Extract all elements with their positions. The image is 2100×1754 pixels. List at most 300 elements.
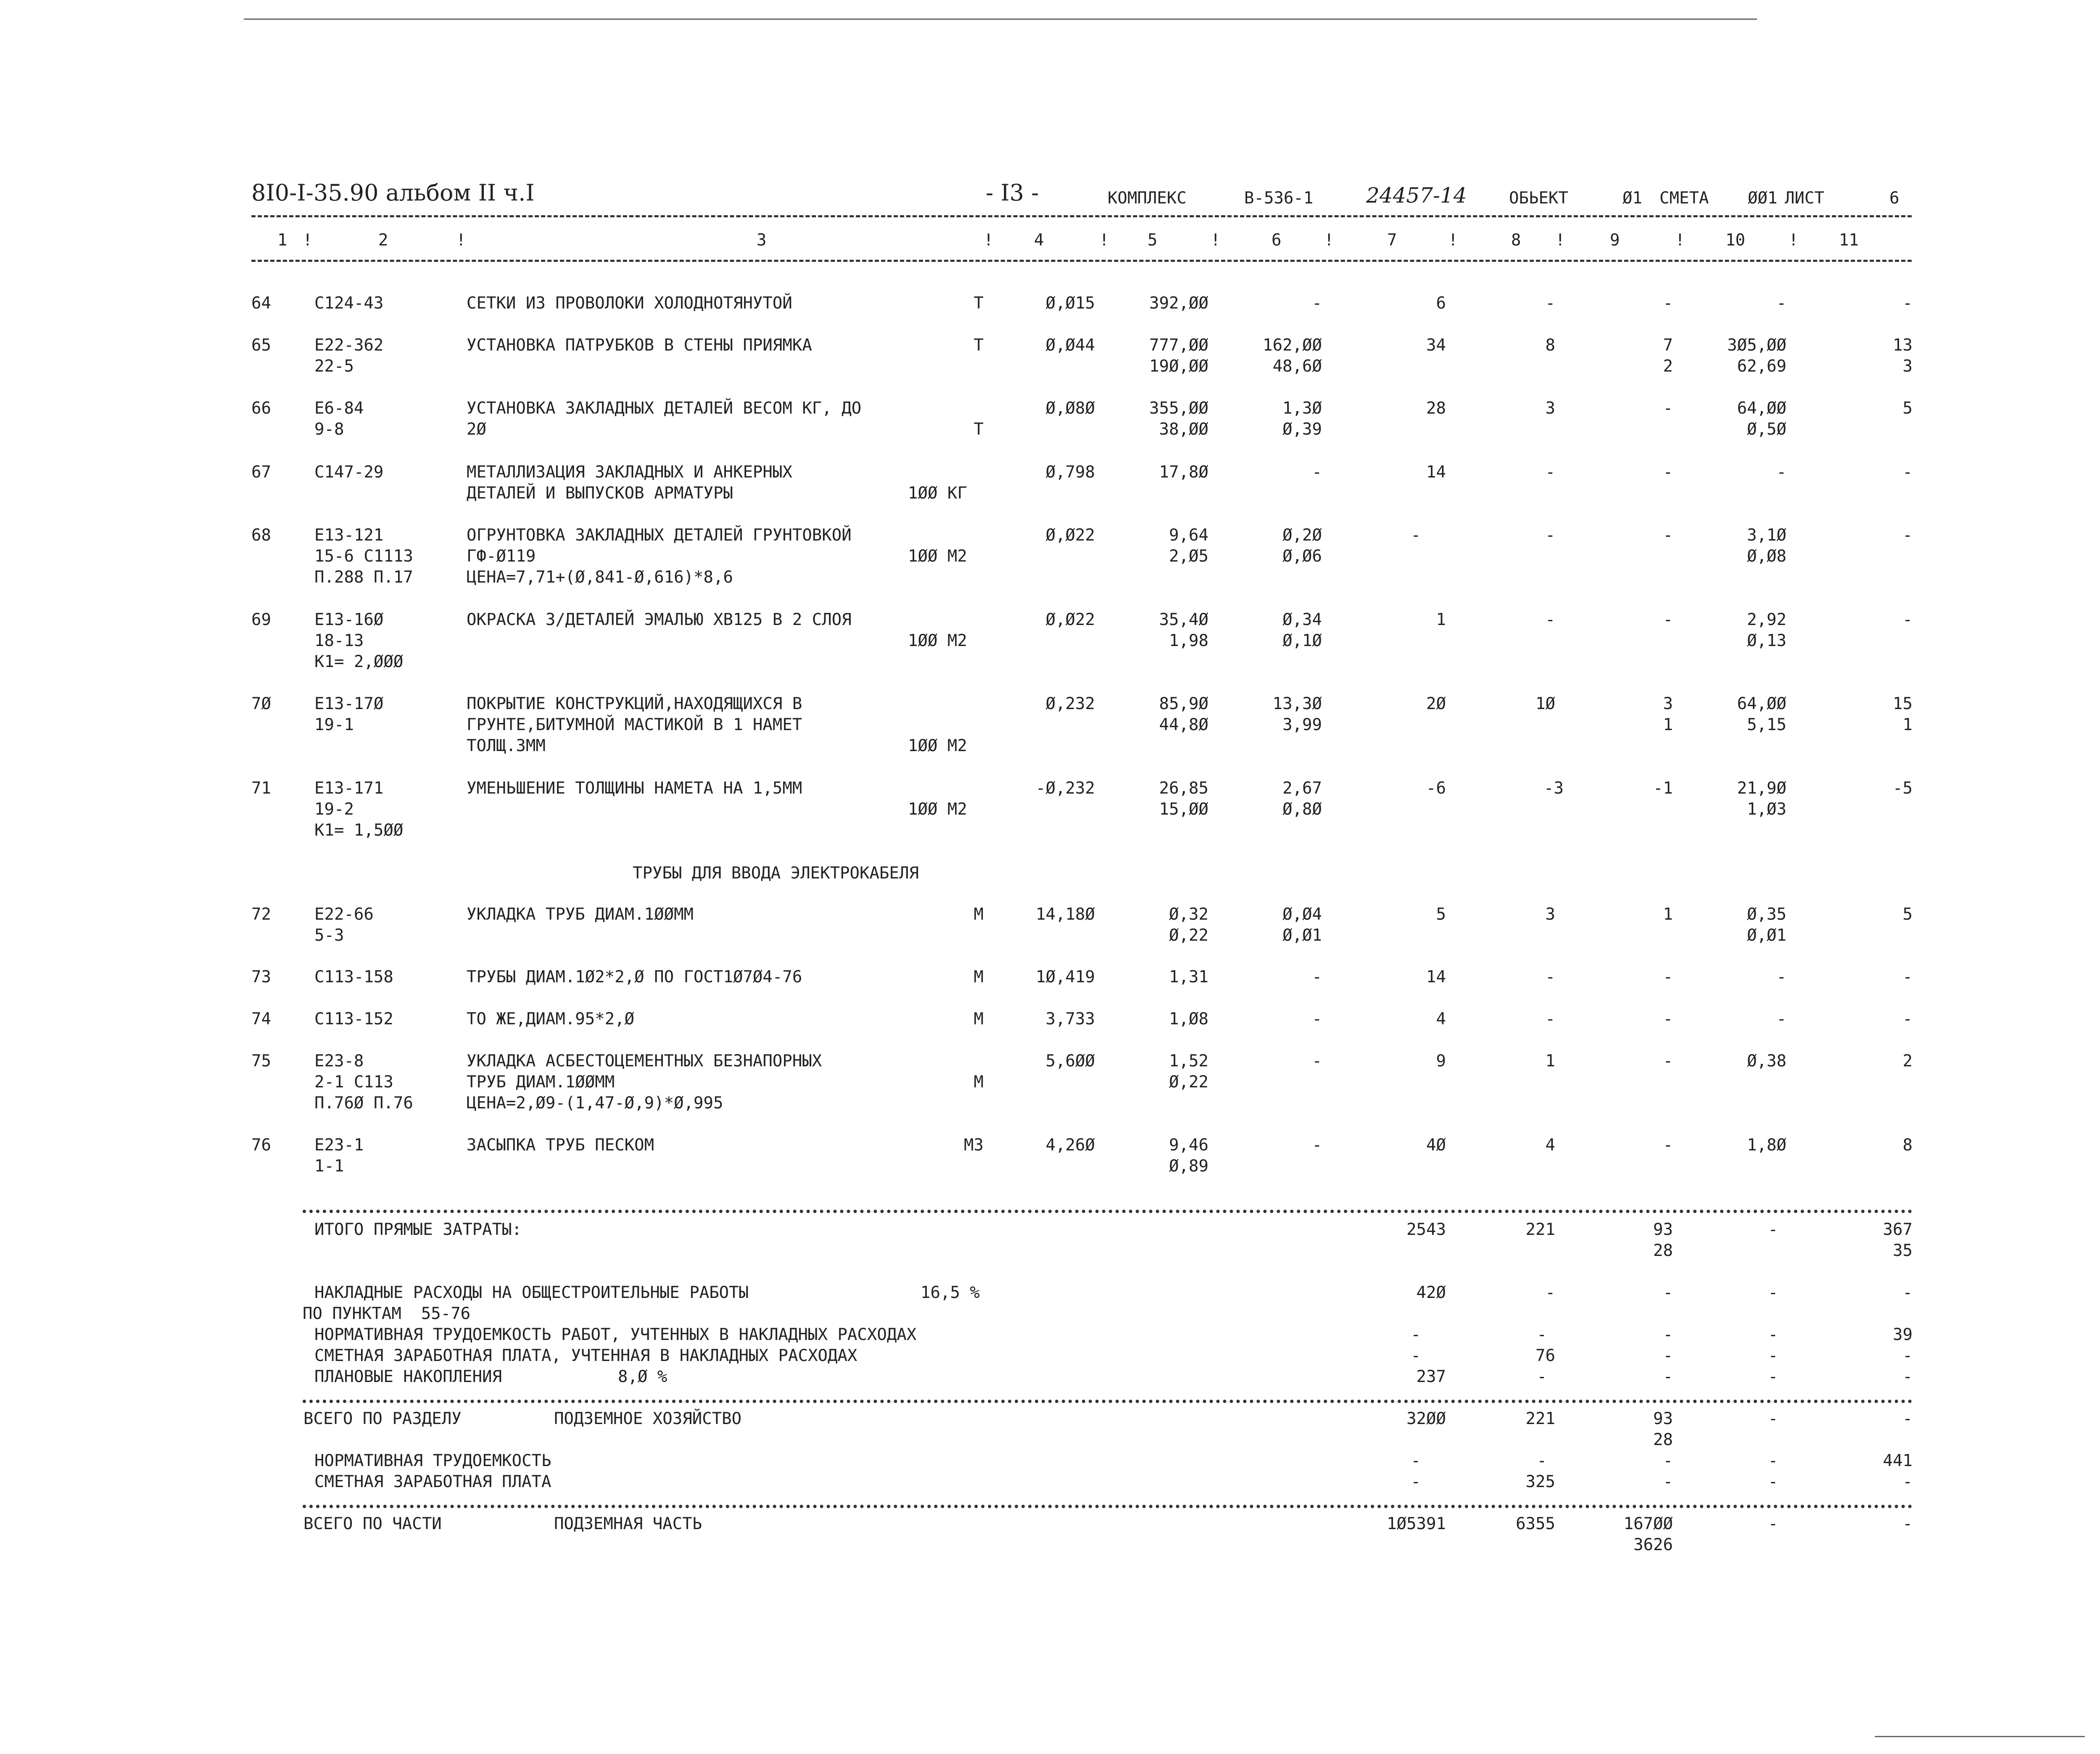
col6-value: - bbox=[1312, 294, 1322, 313]
work-description: ТРУБЫ ДИАМ.1Ø2*2,Ø ПО ГОСТ1Ø7Ø4-76 bbox=[467, 968, 802, 986]
col9-value: - bbox=[1663, 463, 1673, 482]
col10-value: - bbox=[1768, 1409, 1778, 1428]
header-rule-top bbox=[251, 215, 1912, 217]
col5-value: 777,ØØ bbox=[1149, 336, 1208, 355]
col9-value-2: 28 bbox=[1653, 1241, 1673, 1260]
quantity: 3,733 bbox=[1045, 1010, 1095, 1029]
doc-id: 8I0-I-35.90 альбом II ч.I bbox=[251, 179, 535, 206]
col11-value: - bbox=[1902, 1367, 1913, 1386]
unit: М3 bbox=[964, 1136, 984, 1155]
col8-value: 4 bbox=[1545, 1136, 1555, 1155]
col9-value: 1 bbox=[1663, 905, 1673, 924]
work-description: УКЛАДКА АСБЕСТОЦЕМЕНТНЫХ БЕЗНАПОРНЫХ bbox=[467, 1052, 822, 1071]
col9-value-2: 1 bbox=[1663, 715, 1673, 734]
total-row-direct bbox=[0, 1220, 2100, 1260]
table-row bbox=[0, 336, 2100, 376]
rate-code-line3: П.76Ø П.76 bbox=[314, 1094, 413, 1113]
col11-value: 2 bbox=[1902, 1052, 1913, 1071]
rate-code: Е22-66 bbox=[314, 905, 374, 924]
rate-code: Е6-84 bbox=[314, 399, 364, 418]
rate-code-line3: К1= 2,ØØØ bbox=[314, 652, 404, 671]
rate-code: Е13-16Ø bbox=[314, 610, 384, 629]
quantity: 14,18Ø bbox=[1036, 905, 1095, 924]
header-rule-bottom bbox=[251, 260, 1912, 262]
col5-value: 355,ØØ bbox=[1149, 399, 1208, 418]
work-description-line3: ЦЕНА=2,Ø9-(1,47-Ø,9)*Ø,995 bbox=[467, 1094, 723, 1113]
object-number: Ø1 bbox=[1622, 189, 1642, 208]
object-label: ОБЬЕКТ bbox=[1509, 189, 1568, 208]
col6-value: 1,3Ø bbox=[1282, 399, 1322, 418]
col7-value: - bbox=[1411, 1451, 1421, 1470]
col11-value: - bbox=[1902, 1472, 1913, 1491]
col8-value: 221 bbox=[1525, 1220, 1555, 1239]
col-sep: ! bbox=[1324, 231, 1334, 250]
col7-value: 4 bbox=[1436, 1010, 1446, 1029]
row-number: 67 bbox=[251, 463, 271, 482]
col9-value: 3 bbox=[1663, 694, 1673, 713]
overhead-label: НАКЛАДНЫЕ РАСХОДЫ НА ОБЩЕСТРОИТЕЛЬНЫЕ РАБОТЫ bbox=[314, 1283, 749, 1302]
row-number: 64 bbox=[251, 294, 271, 313]
rate-code: Е13-121 bbox=[314, 526, 384, 545]
col10-value: - bbox=[1776, 1010, 1786, 1029]
col10-value: 2,92 bbox=[1747, 610, 1786, 629]
overhead-items-label: ПО ПУНКТАМ 55-76 bbox=[303, 1304, 471, 1323]
overhead-percent: 16,5 % bbox=[921, 1283, 980, 1302]
col7-value: 28 bbox=[1426, 399, 1446, 418]
col8-value: - bbox=[1545, 526, 1555, 545]
col-sep: ! bbox=[984, 231, 994, 250]
rate-code: Е23-8 bbox=[314, 1052, 364, 1071]
col10-value: - bbox=[1776, 463, 1786, 482]
row-number: 72 bbox=[251, 905, 271, 924]
col7-value: 2Ø bbox=[1426, 694, 1446, 713]
col5-value: 9,46 bbox=[1169, 1136, 1208, 1155]
rate-code-line2: 9-8 bbox=[314, 420, 344, 439]
col11-value: 367 bbox=[1883, 1220, 1913, 1239]
col5-value: 9,64 bbox=[1169, 526, 1208, 545]
work-description-line2: ДЕТАЛЕЙ И ВЫПУСКОВ АРМАТУРЫ bbox=[467, 484, 733, 503]
col11-value: 8 bbox=[1902, 1136, 1913, 1155]
col8-value: - bbox=[1545, 1010, 1555, 1029]
col9-value: - bbox=[1663, 1325, 1673, 1344]
col8-value: - bbox=[1537, 1451, 1547, 1470]
complex-code: В-536-1 bbox=[1244, 189, 1314, 208]
section-wage-label: СМЕТНАЯ ЗАРАБОТНАЯ ПЛАТА bbox=[314, 1472, 551, 1491]
col11-value: 5 bbox=[1902, 905, 1913, 924]
unit: М bbox=[973, 1073, 984, 1092]
work-description-line2: 2Ø bbox=[467, 420, 486, 439]
section-total-label: ВСЕГО ПО РАЗДЕЛУ bbox=[303, 1409, 462, 1428]
wage-overhead-label: СМЕТНАЯ ЗАРАБОТНАЯ ПЛАТА, УЧТЕННАЯ В НАКЛАДНЫХ РАСХОДАХ bbox=[314, 1346, 857, 1365]
col8-value: - bbox=[1545, 1283, 1555, 1302]
col11-value: 5 bbox=[1902, 399, 1913, 418]
unit: М bbox=[973, 968, 984, 986]
col9-value: 93 bbox=[1653, 1220, 1673, 1239]
col10-value: - bbox=[1768, 1346, 1778, 1365]
work-description: УСТАНОВКА ПАТРУБКОВ В СТЕНЫ ПРИЯМКА bbox=[467, 336, 812, 355]
col5-value: 1,31 bbox=[1169, 968, 1208, 986]
col5-value-2: Ø,89 bbox=[1169, 1157, 1208, 1176]
col9-value: - bbox=[1663, 968, 1673, 986]
col8-value: 1Ø bbox=[1535, 694, 1555, 713]
rate-code-line2: 19-2 bbox=[314, 800, 354, 819]
work-description-line2: ГРУНТЕ,БИТУМНОЙ МАСТИКОЙ В 1 НАМЕТ bbox=[467, 715, 802, 734]
col10-value-2: 5,15 bbox=[1747, 715, 1786, 734]
smeta-label: СМЕТА bbox=[1659, 189, 1709, 208]
unit: Т bbox=[973, 294, 984, 313]
work-description-line3: ТОЛЩ.3ММ bbox=[467, 736, 546, 755]
dotted-rule bbox=[303, 1210, 1913, 1213]
col11-value: 13 bbox=[1893, 336, 1913, 355]
row-number: 76 bbox=[251, 1136, 271, 1155]
rate-code: С124-43 bbox=[314, 294, 384, 313]
col7-value: 14 bbox=[1426, 968, 1446, 986]
col10-value: - bbox=[1768, 1367, 1778, 1386]
table-row bbox=[0, 526, 2100, 587]
col6-value-2: 48,6Ø bbox=[1272, 357, 1322, 376]
work-description: ОКРАСКА З/ДЕТАЛЕЙ ЭМАЛЬЮ ХВ125 В 2 СЛОЯ bbox=[467, 610, 852, 629]
unit: 1ØØ КГ bbox=[908, 484, 967, 503]
rate-code: С147-29 bbox=[314, 463, 384, 482]
col10-value: 64,ØØ bbox=[1737, 399, 1786, 418]
col6-value: 162,ØØ bbox=[1263, 336, 1322, 355]
rate-code: Е23-1 bbox=[314, 1136, 364, 1155]
col8-value: 221 bbox=[1525, 1409, 1555, 1428]
col9-value: 93 bbox=[1653, 1409, 1673, 1428]
col9-value-2: 2 bbox=[1663, 357, 1673, 376]
col-head-3: 3 bbox=[757, 231, 767, 250]
smeta-number: ØØ1 bbox=[1748, 189, 1778, 208]
col9-value: 167ØØ bbox=[1623, 1514, 1673, 1533]
col5-value: Ø,32 bbox=[1169, 905, 1208, 924]
col5-value-2: 44,8Ø bbox=[1159, 715, 1208, 734]
col5-value-2: 2,Ø5 bbox=[1169, 547, 1208, 566]
rate-code-line3: П.288 П.17 bbox=[314, 568, 413, 587]
col10-value: Ø,35 bbox=[1747, 905, 1786, 924]
col6-value: - bbox=[1312, 1052, 1322, 1071]
col9-value: -1 bbox=[1653, 779, 1673, 798]
section-heading: ТРУБЫ ДЛЯ ВВОДА ЭЛЕКТРОКАБЕЛЯ bbox=[633, 864, 919, 883]
sheet-label: ЛИСТ bbox=[1785, 189, 1824, 208]
col11-value: -5 bbox=[1893, 779, 1913, 798]
part-total-label: ВСЕГО ПО ЧАСТИ bbox=[303, 1514, 442, 1533]
col10-value-2: Ø,13 bbox=[1747, 631, 1786, 650]
work-description: ЗАСЫПКА ТРУБ ПЕСКОМ bbox=[467, 1136, 654, 1155]
col5-value: 17,8Ø bbox=[1159, 463, 1208, 482]
col11-value: - bbox=[1902, 1514, 1913, 1533]
unit: 1ØØ М2 bbox=[908, 547, 967, 566]
col7-value: - bbox=[1411, 1472, 1421, 1491]
work-description: УСТАНОВКА ЗАКЛАДНЫХ ДЕТАЛЕЙ ВЕСОМ КГ, ДО bbox=[467, 399, 862, 418]
col5-value-2: 38,ØØ bbox=[1159, 420, 1208, 439]
col11-value: 441 bbox=[1883, 1451, 1913, 1470]
col8-value: - bbox=[1545, 968, 1555, 986]
col6-value-2: Ø,39 bbox=[1282, 420, 1322, 439]
col-sep: ! bbox=[1211, 231, 1221, 250]
rate-code-line2: 2-1 С113 bbox=[314, 1073, 393, 1092]
work-description: ОГРУНТОВКА ЗАКЛАДНЫХ ДЕТАЛЕЙ ГРУНТОВКОЙ bbox=[467, 526, 852, 545]
col-head-5: 5 bbox=[1148, 231, 1158, 250]
col10-value: 1,8Ø bbox=[1747, 1136, 1786, 1155]
col10-value: Ø,38 bbox=[1747, 1052, 1786, 1071]
col7-value: 32ØØ bbox=[1406, 1409, 1446, 1428]
col-head-1: 1 bbox=[277, 231, 288, 250]
planned-percent: 8,Ø % bbox=[618, 1367, 667, 1386]
quantity: Ø,Ø44 bbox=[1045, 336, 1095, 355]
work-description: СЕТКИ ИЗ ПРОВОЛОКИ ХОЛОДНОТЯНУТОЙ bbox=[467, 294, 792, 313]
col9-value: - bbox=[1663, 1346, 1673, 1365]
unit: 1ØØ М2 bbox=[908, 631, 967, 650]
col10-value: 3Ø5,ØØ bbox=[1727, 336, 1786, 355]
col10-value-2: 62,69 bbox=[1737, 357, 1786, 376]
col5-value: 392,ØØ bbox=[1149, 294, 1208, 313]
rate-code: Е13-17Ø bbox=[314, 694, 384, 713]
col7-value: 237 bbox=[1416, 1367, 1446, 1386]
col-head-10: 10 bbox=[1725, 231, 1745, 250]
col8-value: - bbox=[1537, 1367, 1547, 1386]
row-number: 66 bbox=[251, 399, 271, 418]
unit: М bbox=[973, 905, 984, 924]
top-border-line bbox=[244, 18, 1757, 20]
col8-value: - bbox=[1537, 1325, 1547, 1344]
col6-value: Ø,34 bbox=[1282, 610, 1322, 629]
col7-value: 4Ø bbox=[1426, 1136, 1446, 1155]
col10-value-2: Ø,5Ø bbox=[1747, 420, 1786, 439]
col11-value: - bbox=[1902, 1346, 1913, 1365]
col10-value: - bbox=[1768, 1220, 1778, 1239]
col-head-11: 11 bbox=[1839, 231, 1859, 250]
col11-value-2: 35 bbox=[1893, 1241, 1913, 1260]
rate-code-line2: 19-1 bbox=[314, 715, 354, 734]
col6-value-2: Ø,Ø1 bbox=[1282, 926, 1322, 945]
col7-value: 5 bbox=[1436, 905, 1446, 924]
work-description: УКЛАДКА ТРУБ ДИАМ.1ØØММ bbox=[467, 905, 694, 924]
col5-value: 1,52 bbox=[1169, 1052, 1208, 1071]
col7-value: - bbox=[1411, 526, 1421, 545]
col11-value: 39 bbox=[1893, 1325, 1913, 1344]
work-description: ТО ЖЕ,ДИАМ.95*2,Ø bbox=[467, 1010, 635, 1029]
col10-value: - bbox=[1776, 294, 1786, 313]
sheet-number: 6 bbox=[1889, 189, 1899, 208]
col10-value: - bbox=[1768, 1514, 1778, 1533]
row-number: 73 bbox=[251, 968, 271, 986]
row-number: 71 bbox=[251, 779, 271, 798]
row-number: 65 bbox=[251, 336, 271, 355]
unit: Т bbox=[973, 336, 984, 355]
col5-value: 26,85 bbox=[1159, 779, 1208, 798]
col5-value-2: 1,98 bbox=[1169, 631, 1208, 650]
col11-value: - bbox=[1902, 1010, 1913, 1029]
col6-value: - bbox=[1312, 1010, 1322, 1029]
col9-value-2: 3626 bbox=[1633, 1535, 1673, 1554]
section-total-name: ПОДЗЕМНОЕ ХОЗЯЙСТВО bbox=[554, 1409, 742, 1428]
col6-value-2: Ø,8Ø bbox=[1282, 800, 1322, 819]
col10-value: 64,ØØ bbox=[1737, 694, 1786, 713]
col6-value-2: 3,99 bbox=[1282, 715, 1322, 734]
col11-value: - bbox=[1902, 294, 1913, 313]
col11-value-2: 1 bbox=[1902, 715, 1913, 734]
quantity: Ø,232 bbox=[1045, 694, 1095, 713]
unit: 1ØØ М2 bbox=[908, 800, 967, 819]
col6-value: - bbox=[1312, 463, 1322, 482]
col-sep: ! bbox=[1448, 231, 1458, 250]
col8-value: 6355 bbox=[1516, 1514, 1555, 1533]
col9-value: - bbox=[1663, 1010, 1673, 1029]
col9-value: - bbox=[1663, 1367, 1673, 1386]
col-head-6: 6 bbox=[1272, 231, 1282, 250]
col9-value: - bbox=[1663, 1283, 1673, 1302]
quantity: Ø,Ø15 bbox=[1045, 294, 1095, 313]
col8-value: 1 bbox=[1545, 1052, 1555, 1071]
quantity: 4,26Ø bbox=[1045, 1136, 1095, 1155]
unit: Т bbox=[973, 420, 984, 439]
col5-value: 35,4Ø bbox=[1159, 610, 1208, 629]
col7-value: 2543 bbox=[1406, 1220, 1446, 1239]
col5-value-2: 19Ø,ØØ bbox=[1149, 357, 1208, 376]
dotted-rule bbox=[303, 1505, 1913, 1508]
col9-value: - bbox=[1663, 399, 1673, 418]
col7-value: 1 bbox=[1436, 610, 1446, 629]
col10-value: 3,1Ø bbox=[1747, 526, 1786, 545]
col6-value-2: Ø,1Ø bbox=[1282, 631, 1322, 650]
total-label: ИТОГО ПРЯМЫЕ ЗАТРАТЫ: bbox=[314, 1220, 522, 1239]
col9-value: - bbox=[1663, 294, 1673, 313]
col6-value: - bbox=[1312, 1136, 1322, 1155]
col-sep: ! bbox=[1555, 231, 1565, 250]
complex-label: КОМПЛЕКС bbox=[1108, 189, 1187, 208]
col-head-8: 8 bbox=[1511, 231, 1521, 250]
work-description-line2: ГФ-Ø119 bbox=[467, 547, 536, 566]
col7-value: 14 bbox=[1426, 463, 1446, 482]
row-number: 74 bbox=[251, 1010, 271, 1029]
col8-value: 3 bbox=[1545, 905, 1555, 924]
rate-code-line2: 15-6 С1113 bbox=[314, 547, 413, 566]
col9-value: - bbox=[1663, 1472, 1673, 1491]
col7-value: 34 bbox=[1426, 336, 1446, 355]
col10-value-2: 1,Ø3 bbox=[1747, 800, 1786, 819]
col11-value: - bbox=[1902, 463, 1913, 482]
rate-code: С113-152 bbox=[314, 1010, 393, 1029]
col-sep: ! bbox=[1675, 231, 1685, 250]
col10-value: 21,9Ø bbox=[1737, 779, 1786, 798]
col10-value: - bbox=[1768, 1472, 1778, 1491]
work-description-line2: ТРУБ ДИАМ.1ØØММ bbox=[467, 1073, 615, 1092]
row-number: 68 bbox=[251, 526, 271, 545]
col7-value: - bbox=[1411, 1325, 1421, 1344]
rate-code-line2: 1-1 bbox=[314, 1157, 344, 1176]
table-row bbox=[0, 779, 2100, 840]
col5-value: 85,9Ø bbox=[1159, 694, 1208, 713]
col-sep: ! bbox=[303, 231, 313, 250]
col8-value: - bbox=[1545, 610, 1555, 629]
col-head-4: 4 bbox=[1034, 231, 1044, 250]
unit: М bbox=[973, 1010, 984, 1029]
col-sep: ! bbox=[1099, 231, 1109, 250]
col8-value: - bbox=[1545, 463, 1555, 482]
col9-value: - bbox=[1663, 610, 1673, 629]
rate-code-line3: К1= 1,5ØØ bbox=[314, 821, 404, 840]
row-number: 7Ø bbox=[251, 694, 271, 713]
planned-label: ПЛАНОВЫЕ НАКОПЛЕНИЯ bbox=[314, 1367, 502, 1386]
col5-value: 1,Ø8 bbox=[1169, 1010, 1208, 1029]
col6-value: - bbox=[1312, 968, 1322, 986]
table-row bbox=[0, 905, 2100, 945]
bottom-border-line bbox=[1875, 1736, 2085, 1737]
work-description: УМЕНЬШЕНИЕ ТОЛЩИНЫ НАМЕТА НА 1,5ММ bbox=[467, 779, 802, 798]
dotted-rule bbox=[303, 1400, 1913, 1403]
col11-value: - bbox=[1902, 968, 1913, 986]
col7-value: 1Ø5391 bbox=[1387, 1514, 1446, 1533]
col-head-7: 7 bbox=[1387, 231, 1397, 250]
quantity: Ø,Ø22 bbox=[1045, 610, 1095, 629]
quantity: 1Ø,419 bbox=[1036, 968, 1095, 986]
row-number: 69 bbox=[251, 610, 271, 629]
rate-code-line2: 22-5 bbox=[314, 357, 354, 376]
col11-value: 15 bbox=[1893, 694, 1913, 713]
table-row bbox=[0, 399, 2100, 439]
col11-value: - bbox=[1902, 1283, 1913, 1302]
rate-code: С113-158 bbox=[314, 968, 393, 986]
col8-value: 8 bbox=[1545, 336, 1555, 355]
rate-code: Е22-362 bbox=[314, 336, 384, 355]
handwritten-note: 24457-14 bbox=[1366, 183, 1467, 208]
col8-value: -3 bbox=[1544, 779, 1564, 798]
col7-value: 6 bbox=[1436, 294, 1446, 313]
col11-value: - bbox=[1902, 526, 1913, 545]
col8-value: - bbox=[1545, 294, 1555, 313]
col10-value: - bbox=[1768, 1283, 1778, 1302]
col11-value-2: 3 bbox=[1902, 357, 1913, 376]
col5-value-2: Ø,22 bbox=[1169, 926, 1208, 945]
col-head-9: 9 bbox=[1610, 231, 1620, 250]
col10-value: - bbox=[1776, 968, 1786, 986]
col10-value: - bbox=[1768, 1325, 1778, 1344]
quantity: Ø,798 bbox=[1045, 463, 1095, 482]
col11-value: - bbox=[1902, 610, 1913, 629]
rate-code: Е13-171 bbox=[314, 779, 384, 798]
quantity: Ø,Ø22 bbox=[1045, 526, 1095, 545]
rate-code-line2: 5-3 bbox=[314, 926, 344, 945]
work-description: ПОКРЫТИЕ КОНСТРУКЦИЙ,НАХОДЯЩИХСЯ В bbox=[467, 694, 802, 713]
col10-value-2: Ø,Ø8 bbox=[1747, 547, 1786, 566]
unit: 1ØØ М2 bbox=[908, 736, 967, 755]
quantity: 5,6ØØ bbox=[1045, 1052, 1095, 1071]
col-head-2: 2 bbox=[378, 231, 388, 250]
page-number: - I3 - bbox=[986, 179, 1039, 206]
col7-value: 42Ø bbox=[1416, 1283, 1446, 1302]
quantity: -Ø,232 bbox=[1036, 779, 1095, 798]
work-description: МЕТАЛЛИЗАЦИЯ ЗАКЛАДНЫХ И АНКЕРНЫХ bbox=[467, 463, 792, 482]
col10-value-2: Ø,Ø1 bbox=[1747, 926, 1786, 945]
col9-value: - bbox=[1663, 1136, 1673, 1155]
col7-value: 9 bbox=[1436, 1052, 1446, 1071]
col7-value: -6 bbox=[1426, 779, 1446, 798]
col9-value: - bbox=[1663, 1052, 1673, 1071]
col5-value-2: Ø,22 bbox=[1169, 1073, 1208, 1092]
quantity: Ø,Ø8Ø bbox=[1045, 399, 1095, 418]
labor-overhead-label: НОРМАТИВНАЯ ТРУДОЕМКОСТЬ РАБОТ, УЧТЕННЫХ В НАКЛАДНЫХ РАСХОДАХ bbox=[314, 1325, 917, 1344]
col8-value: 76 bbox=[1535, 1346, 1555, 1365]
col7-value: - bbox=[1411, 1346, 1421, 1365]
col10-value: - bbox=[1768, 1451, 1778, 1470]
work-description-line3: ЦЕНА=7,71+(Ø,841-Ø,616)*8,6 bbox=[467, 568, 733, 587]
col-sep: ! bbox=[456, 231, 466, 250]
col9-value-2: 28 bbox=[1653, 1430, 1673, 1449]
col9-value: 7 bbox=[1663, 336, 1673, 355]
col-sep: ! bbox=[1789, 231, 1799, 250]
col6-value-2: Ø,Ø6 bbox=[1282, 547, 1322, 566]
col6-value: 2,67 bbox=[1282, 779, 1322, 798]
